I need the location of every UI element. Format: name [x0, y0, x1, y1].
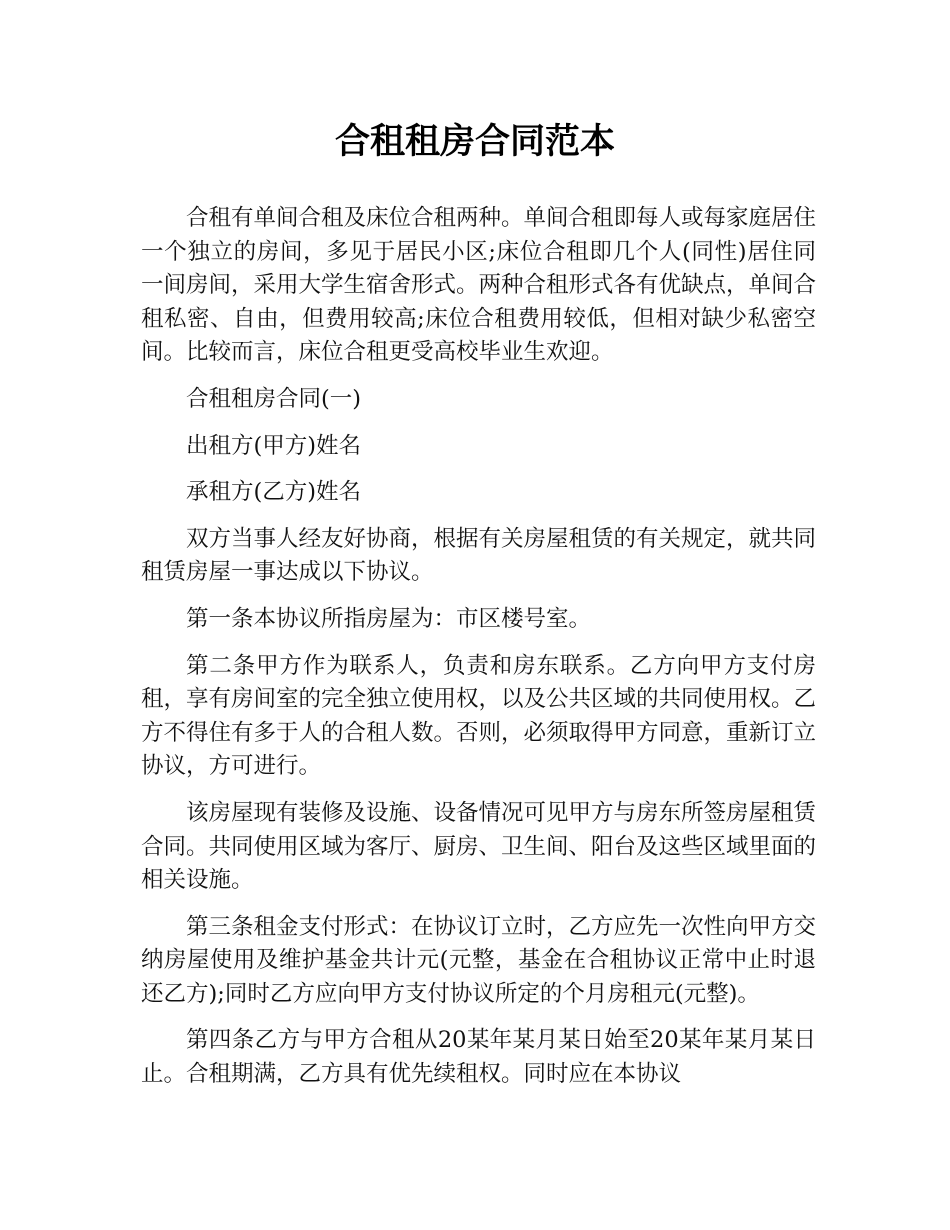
article-1: 第一条本协议所指房屋为：市区楼号室。: [186, 605, 592, 632]
article-2: 第二条甲方作为联系人，负责和房东联系。乙方向甲方支付房租，享有房间室的完全独立使用权，以及公共区域的共同使用权。乙方不得住有多于人的合租人数。否则，必须取得甲方同意，重新订立协议，方可进行。: [141, 652, 817, 780]
lessor-line: 出租方(甲方)姓名: [186, 432, 362, 459]
facilities-paragraph: 该房屋现有装修及设施、设备情况可见甲方与房东所签房屋租赁合同。共同使用区域为客厅、厨房、卫生间、阳台及这些区域里面的相关设施。: [141, 799, 817, 894]
article-3: 第三条租金支付形式：在协议订立时，乙方应先一次性向甲方交纳房屋使用及维护基金共计元(元整，基金在合租协议正常中止时退还乙方);同时乙方应向甲方支付协议所定的个月房租元(元整)。: [141, 913, 817, 1007]
article-4: 第四条乙方与甲方合租从20某年某月某日始至20某年某月某日止。合租期满，乙方具有优先续租权。同时应在本协议: [141, 1027, 816, 1088]
lessee-line: 承租方(乙方)姓名: [186, 479, 362, 506]
document-title: 合租租房合同范本: [334, 122, 615, 162]
contract-heading: 合租租房合同(一): [186, 385, 362, 412]
document-body: [141, 202, 816, 1105]
intro-paragraph: 合租有单间合租及床位合租两种。单间合租即每人或每家庭居住一个独立的房间，多见于居民小区;床位合租即几个人(同性)居住同一间房间，采用大学生宿舍形式。两种合租形式各有优缺点，单间合租私密、自由，但费用较高;床位合租费用较低，但相对缺少私密空间。比较而言，床位合租更受高校毕业生欢迎。: [141, 205, 817, 366]
agreement-preamble: 双方当事人经友好协商，根据有关房屋租赁的有关规定，就共同租赁房屋一事达成以下协议。: [141, 525, 817, 586]
